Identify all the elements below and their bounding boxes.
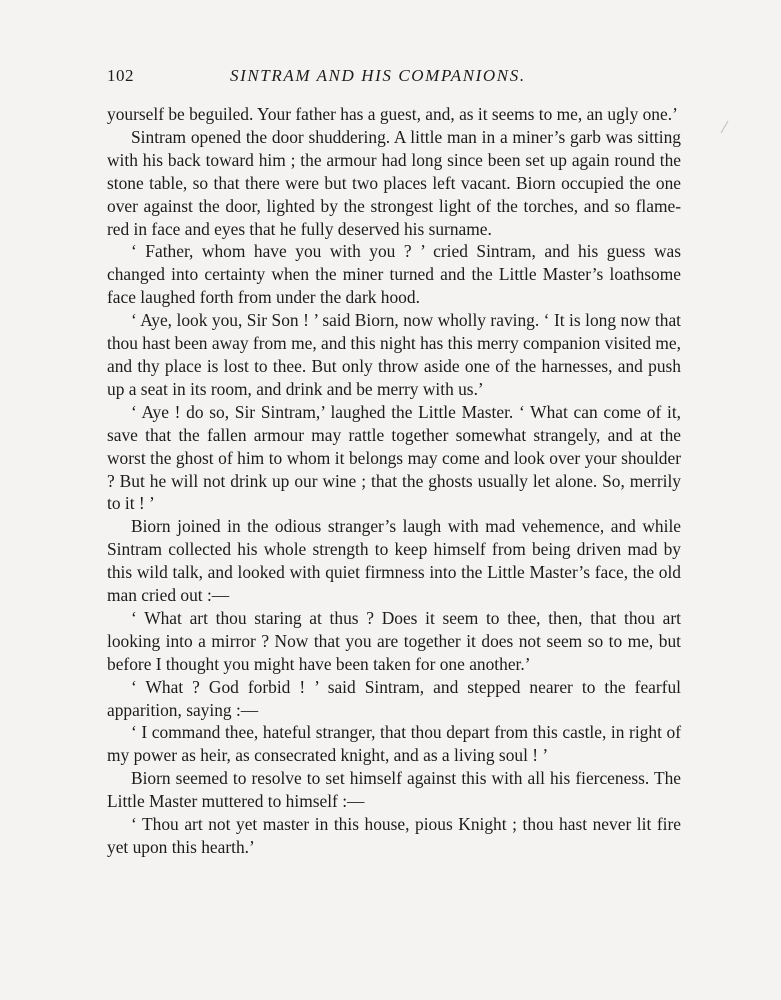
- body-text: [107, 103, 681, 859]
- paragraph: ‘ What art thou staring at thus ? Does it seem to thee, then, that thou art looking into a mirror ? Now that you are together it does not seem so to me, but before I thought you might have been taken for one another.’: [107, 607, 681, 674]
- paragraph: ‘ What ? God forbid ! ’ said Sintram, and stepped nearer to the fearful apparition, saying :—: [107, 676, 681, 720]
- paragraph: Biorn seemed to resolve to set himself against this with all his fierceness. The Little Master muttered to himself :—: [107, 768, 681, 812]
- paragraph: ‘ Aye, look you, Sir Son ! ’ said Biorn, now wholly raving. ‘ It is long now that thou hast been away from me, and this night has this merry companion visited me, and thy place is lost to thee. But only throw aside one of the harnesses, and push up a seat in its room, and drink and be merry with us.’: [107, 310, 681, 399]
- paragraph: Biorn joined in the odious stranger’s laugh with mad vehemence, and while Sintram collected his whole strength to keep himself from being driven mad by this wild talk, and looked with quiet firmness into the Little Master’s face, the old man cried out :—: [107, 516, 681, 606]
- paragraph: ‘ I command thee, hateful stranger, that thou depart from this castle, in right of my power as heir, as consecrated knight, and as a living soul ! ’: [107, 722, 681, 766]
- paragraph: ‘ Thou art not yet master in this house, pious Knight ; thou hast never lit fire yet upon this hearth.’: [107, 814, 681, 857]
- page-number: 102: [107, 66, 134, 85]
- paragraph: ‘ Aye ! do so, Sir Sintram,’ laughed the Little Master. ‘ What can come of it, save that the fallen armour may rattle together somewhat strangely, and at the worst the ghost of him to whom it belongs may come and look over your shoulder ? But he will not drink up our wine ; that the ghosts usually let alone. So, merrily to it ! ’: [107, 401, 681, 514]
- page-speck: [721, 121, 729, 134]
- running-head: [107, 66, 682, 90]
- book-title: SINTRAM AND HIS COMPANIONS.: [230, 66, 526, 85]
- paragraph: Sintram opened the door shuddering. A little man in a miner’s garb was sitting with his back toward him ; the armour had long since been set up again round the stone table, so that there were but two places left vacant. Biorn occupied the one over against the door, lighted by the strongest light of the torches, and so flame-red in face and eyes that he fully deserved his surname.: [107, 126, 681, 239]
- paragraph: ‘ Father, whom have you with you ? ’ cried Sintram, and his guess was changed into certainty when the miner turned and the Little Master’s loathsome face laughed forth from under the dark hood.: [107, 241, 681, 308]
- paragraph: yourself be beguiled. Your father has a guest, and, as it seems to me, an ugly one.’: [107, 104, 678, 124]
